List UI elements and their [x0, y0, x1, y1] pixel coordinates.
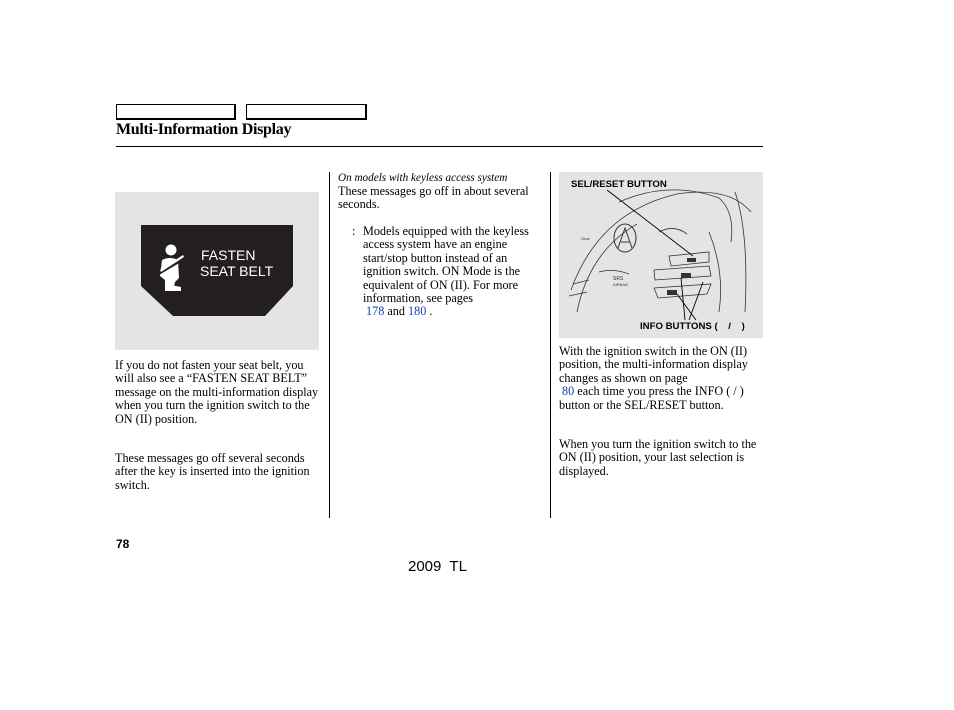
column-divider-2	[550, 172, 551, 518]
steering-wheel-illustration	[559, 172, 763, 338]
svg-text:Gear: Gear	[581, 236, 590, 241]
info-buttons-label: INFO BUTTONS ( / )	[640, 321, 745, 332]
note-colon: :	[352, 224, 356, 238]
last-selection-paragraph: When you turn the ignition switch to the ON (II) position, your last selection is displayed.	[559, 437, 757, 478]
svg-text:SRS: SRS	[613, 276, 624, 282]
keyless-paragraph: These messages go off in about several seconds.	[338, 184, 529, 212]
column-divider-1	[329, 172, 330, 518]
display-line-seat-belt: SEAT BELT	[200, 263, 274, 279]
keyless-note-text: Models equipped with the keyless access system have an engine start/stop button instead of an ignition switch. ON Mode is the equivalent of ON (II). For more information, see pages	[363, 224, 529, 306]
display-change-paragraph	[559, 345, 759, 412]
footer-model: 2009 TL	[408, 558, 467, 575]
svg-text:AIRBAG: AIRBAG	[613, 282, 629, 287]
page-link-180[interactable]: 180	[408, 304, 427, 319]
keyless-heading: On models with keyless access system	[338, 172, 508, 184]
fasten-seatbelt-display	[115, 192, 319, 350]
display-change-text-b: each time you press the INFO ( / ) button or the SEL/RESET button.	[559, 384, 744, 412]
info-down-button-icon	[667, 290, 677, 295]
header-tab-1	[116, 104, 236, 120]
messages-off-paragraph: These messages go off several seconds after the key is inserted into the ignition switch.	[115, 451, 310, 492]
sel-reset-button-label: SEL/RESET BUTTON	[571, 179, 667, 190]
keyless-note	[363, 225, 545, 319]
page-link-178[interactable]: 178	[366, 304, 385, 319]
header-tab-2	[246, 104, 367, 120]
page-link-80[interactable]: 80	[562, 384, 575, 399]
info-up-button-icon	[681, 273, 691, 278]
page-title: Multi-Information Display	[116, 121, 292, 138]
page-number: 78	[116, 537, 130, 551]
steering-wheel-figure	[559, 172, 763, 338]
note-period: .	[429, 304, 433, 319]
seatbelt-display-figure	[115, 192, 319, 350]
note-and: and	[387, 304, 405, 319]
seatbelt-paragraph: If you do not fasten your seat belt, you will also see a “FASTEN SEAT BELT” message on the multi-information display when you turn the ignition switch to the ON (II) position.	[115, 358, 319, 426]
title-rule	[116, 146, 763, 147]
display-line-fasten: FASTEN	[201, 247, 256, 263]
display-change-text-a: With the ignition switch in the ON (II) position, the multi-information display changes as shown on page	[559, 344, 748, 385]
